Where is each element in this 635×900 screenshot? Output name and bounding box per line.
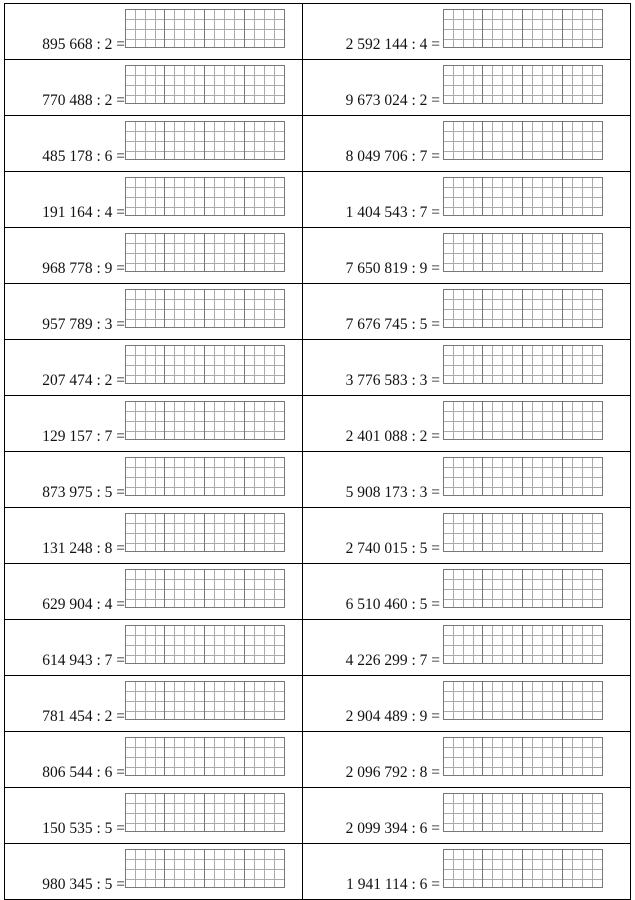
answer-grid-block[interactable] [205, 177, 245, 216]
answer-grid[interactable] [125, 569, 285, 608]
answer-grid-block[interactable] [523, 121, 563, 160]
answer-grid-block[interactable] [125, 177, 165, 216]
answer-grid[interactable] [443, 737, 603, 776]
answer-grid-block[interactable] [483, 681, 523, 720]
problem-cell-left [5, 844, 303, 900]
answer-grid-block[interactable] [563, 121, 603, 160]
problem-cell-left [5, 60, 303, 116]
answer-grid[interactable] [125, 737, 285, 776]
answer-grid-block[interactable] [443, 569, 483, 608]
problem-cell-left [5, 396, 303, 452]
answer-grid-block[interactable] [563, 65, 603, 104]
worksheet-row [5, 508, 631, 564]
answer-grid-block[interactable] [165, 401, 205, 440]
answer-grid[interactable] [125, 793, 285, 832]
answer-grid-block[interactable] [125, 849, 165, 888]
answer-grid-block[interactable] [205, 793, 245, 832]
problem-cell-left [5, 732, 303, 788]
problem-cell-right [303, 284, 631, 340]
answer-grid-block[interactable] [205, 233, 245, 272]
problem-cell-left [5, 116, 303, 172]
worksheet-row [5, 676, 631, 732]
problem-cell-left [5, 228, 303, 284]
answer-grid-block[interactable] [205, 289, 245, 328]
worksheet-row [5, 172, 631, 228]
division-expression: 2 096 792 : 8 = [345, 764, 440, 781]
answer-grid-block[interactable] [205, 737, 245, 776]
problem-cell-right [303, 116, 631, 172]
worksheet-row [5, 564, 631, 620]
answer-grid-block[interactable] [483, 177, 523, 216]
answer-grid-block[interactable] [245, 233, 285, 272]
answer-grid[interactable] [125, 681, 285, 720]
answer-grid[interactable] [125, 121, 285, 160]
problem-cell-left [5, 788, 303, 844]
problem-cell-right [303, 732, 631, 788]
answer-grid-block[interactable] [245, 177, 285, 216]
answer-grid-block[interactable] [443, 513, 483, 552]
division-expression: 2 401 088 : 2 = [345, 428, 440, 445]
division-expression: 614 943 : 7 = [42, 652, 125, 669]
answer-grid[interactable] [443, 401, 603, 440]
answer-grid-block[interactable] [245, 345, 285, 384]
problem-cell-right [303, 340, 631, 396]
problem-cell-left [5, 4, 303, 60]
answer-grid[interactable] [443, 233, 603, 272]
answer-grid-block[interactable] [563, 625, 603, 664]
answer-grid[interactable] [443, 793, 603, 832]
answer-grid[interactable] [125, 345, 285, 384]
answer-grid[interactable] [443, 457, 603, 496]
answer-grid[interactable] [443, 121, 603, 160]
answer-grid-block[interactable] [205, 345, 245, 384]
worksheet-row [5, 284, 631, 340]
answer-grid-block[interactable] [443, 849, 483, 888]
answer-grid-block[interactable] [523, 625, 563, 664]
division-expression: 131 248 : 8 = [42, 540, 125, 557]
problem-cell-right [303, 844, 631, 900]
division-expression: 629 904 : 4 = [42, 596, 125, 613]
problem-cell-left [5, 452, 303, 508]
answer-grid-block[interactable] [125, 401, 165, 440]
answer-grid-block[interactable] [443, 401, 483, 440]
answer-grid-block[interactable] [443, 457, 483, 496]
division-expression: 895 668 : 2 = [42, 36, 125, 53]
division-expression: 3 776 583 : 3 = [345, 372, 440, 389]
answer-grid-block[interactable] [523, 513, 563, 552]
answer-grid-block[interactable] [125, 121, 165, 160]
answer-grid-block[interactable] [443, 121, 483, 160]
answer-grid-block[interactable] [563, 793, 603, 832]
answer-grid-block[interactable] [245, 681, 285, 720]
answer-grid-block[interactable] [563, 345, 603, 384]
answer-grid-block[interactable] [563, 457, 603, 496]
worksheet-row [5, 452, 631, 508]
answer-grid-block[interactable] [483, 65, 523, 104]
answer-grid[interactable] [443, 177, 603, 216]
division-expression: 7 650 819 : 9 = [345, 260, 440, 277]
answer-grid-block[interactable] [483, 737, 523, 776]
answer-grid-block[interactable] [205, 457, 245, 496]
answer-grid-block[interactable] [165, 793, 205, 832]
answer-grid-block[interactable] [125, 9, 165, 48]
answer-grid-block[interactable] [483, 9, 523, 48]
answer-grid-block[interactable] [165, 65, 205, 104]
division-worksheet-table [4, 3, 631, 900]
answer-grid-block[interactable] [563, 177, 603, 216]
answer-grid-block[interactable] [165, 849, 205, 888]
problem-cell-right [303, 508, 631, 564]
problem-cell-right [303, 676, 631, 732]
answer-grid-block[interactable] [443, 177, 483, 216]
answer-grid-block[interactable] [443, 289, 483, 328]
answer-grid[interactable] [125, 9, 285, 48]
answer-grid-block[interactable] [205, 849, 245, 888]
answer-grid[interactable] [125, 177, 285, 216]
answer-grid-block[interactable] [125, 513, 165, 552]
problem-cell-left [5, 676, 303, 732]
answer-grid-block[interactable] [245, 289, 285, 328]
answer-grid[interactable] [125, 289, 285, 328]
answer-grid[interactable] [125, 401, 285, 440]
answer-grid-block[interactable] [523, 401, 563, 440]
problem-cell-right [303, 620, 631, 676]
problem-cell-left [5, 508, 303, 564]
division-expression: 806 544 : 6 = [42, 764, 125, 781]
answer-grid-block[interactable] [523, 569, 563, 608]
answer-grid-block[interactable] [443, 233, 483, 272]
answer-grid-block[interactable] [483, 233, 523, 272]
answer-grid[interactable] [443, 625, 603, 664]
answer-grid-block[interactable] [563, 737, 603, 776]
answer-grid[interactable] [443, 289, 603, 328]
answer-grid-block[interactable] [205, 513, 245, 552]
answer-grid-block[interactable] [205, 9, 245, 48]
answer-grid-block[interactable] [563, 849, 603, 888]
answer-grid-block[interactable] [245, 625, 285, 664]
answer-grid-block[interactable] [125, 625, 165, 664]
answer-grid-block[interactable] [483, 793, 523, 832]
problem-cell-right [303, 228, 631, 284]
answer-grid-block[interactable] [563, 513, 603, 552]
problem-cell-left [5, 284, 303, 340]
answer-grid-block[interactable] [523, 65, 563, 104]
division-expression: 191 164 : 4 = [42, 204, 125, 221]
division-expression: 5 908 173 : 3 = [345, 484, 440, 501]
division-expression: 957 789 : 3 = [42, 316, 125, 333]
worksheet-row [5, 60, 631, 116]
answer-grid-block[interactable] [563, 401, 603, 440]
problem-cell-left [5, 564, 303, 620]
answer-grid-block[interactable] [245, 793, 285, 832]
answer-grid-block[interactable] [483, 625, 523, 664]
division-expression: 8 049 706 : 7 = [345, 148, 440, 165]
answer-grid-block[interactable] [245, 569, 285, 608]
division-expression: 129 157 : 7 = [42, 428, 125, 445]
division-expression: 2 904 489 : 9 = [345, 708, 440, 725]
answer-grid[interactable] [443, 569, 603, 608]
answer-grid[interactable] [443, 65, 603, 104]
answer-grid-block[interactable] [205, 65, 245, 104]
division-expression: 4 226 299 : 7 = [345, 652, 440, 669]
problem-cell-right [303, 788, 631, 844]
division-expression: 207 474 : 2 = [42, 372, 125, 389]
answer-grid-block[interactable] [125, 65, 165, 104]
answer-grid-block[interactable] [165, 233, 205, 272]
worksheet-row [5, 340, 631, 396]
answer-grid-block[interactable] [165, 289, 205, 328]
division-expression: 9 673 024 : 2 = [345, 92, 440, 109]
problem-cell-left [5, 620, 303, 676]
division-expression: 485 178 : 6 = [42, 148, 125, 165]
answer-grid-block[interactable] [483, 457, 523, 496]
answer-grid-block[interactable] [563, 289, 603, 328]
answer-grid-block[interactable] [245, 9, 285, 48]
worksheet-row [5, 788, 631, 844]
answer-grid-block[interactable] [563, 233, 603, 272]
problem-cell-right [303, 396, 631, 452]
answer-grid-block[interactable] [245, 457, 285, 496]
answer-grid-block[interactable] [125, 793, 165, 832]
answer-grid-block[interactable] [483, 569, 523, 608]
answer-grid-block[interactable] [443, 681, 483, 720]
answer-grid-block[interactable] [483, 513, 523, 552]
division-expression: 7 676 745 : 5 = [345, 316, 440, 333]
answer-grid-block[interactable] [563, 9, 603, 48]
problem-cell-right [303, 4, 631, 60]
worksheet-row [5, 228, 631, 284]
problem-cell-left [5, 340, 303, 396]
division-expression: 1 941 114 : 6 = [346, 876, 440, 893]
problem-cell-right [303, 452, 631, 508]
worksheet-row [5, 620, 631, 676]
answer-grid-block[interactable] [205, 625, 245, 664]
answer-grid-block[interactable] [523, 345, 563, 384]
answer-grid-block[interactable] [523, 849, 563, 888]
answer-grid-block[interactable] [523, 793, 563, 832]
answer-grid-block[interactable] [483, 289, 523, 328]
answer-grid[interactable] [443, 681, 603, 720]
answer-grid-block[interactable] [165, 457, 205, 496]
answer-grid-block[interactable] [125, 681, 165, 720]
answer-grid-block[interactable] [523, 233, 563, 272]
division-expression: 150 535 : 5 = [42, 820, 125, 837]
division-expression: 2 099 394 : 6 = [345, 820, 440, 837]
division-expression: 781 454 : 2 = [42, 708, 125, 725]
answer-grid-block[interactable] [523, 9, 563, 48]
problem-cell-left [5, 172, 303, 228]
problem-cell-right [303, 564, 631, 620]
answer-grid-block[interactable] [205, 681, 245, 720]
answer-grid-block[interactable] [443, 625, 483, 664]
answer-grid-block[interactable] [205, 121, 245, 160]
answer-grid-block[interactable] [165, 625, 205, 664]
answer-grid-block[interactable] [245, 401, 285, 440]
answer-grid-block[interactable] [523, 177, 563, 216]
worksheet-row [5, 4, 631, 60]
answer-grid-block[interactable] [563, 681, 603, 720]
answer-grid-block[interactable] [245, 513, 285, 552]
answer-grid[interactable] [443, 9, 603, 48]
answer-grid-block[interactable] [165, 9, 205, 48]
answer-grid[interactable] [443, 513, 603, 552]
problem-cell-right [303, 172, 631, 228]
answer-grid-block[interactable] [443, 65, 483, 104]
answer-grid-block[interactable] [165, 345, 205, 384]
answer-grid-block[interactable] [245, 737, 285, 776]
answer-grid-block[interactable] [483, 401, 523, 440]
answer-grid-block[interactable] [125, 457, 165, 496]
division-expression: 2 592 144 : 4 = [345, 36, 440, 53]
worksheet-row [5, 844, 631, 900]
worksheet-row [5, 732, 631, 788]
answer-grid-block[interactable] [523, 737, 563, 776]
division-expression: 2 740 015 : 5 = [345, 540, 440, 557]
answer-grid-block[interactable] [443, 737, 483, 776]
answer-grid-block[interactable] [523, 681, 563, 720]
answer-grid-block[interactable] [523, 289, 563, 328]
answer-grid-block[interactable] [125, 345, 165, 384]
answer-grid-block[interactable] [483, 121, 523, 160]
answer-grid-block[interactable] [245, 121, 285, 160]
answer-grid-block[interactable] [165, 513, 205, 552]
answer-grid[interactable] [125, 625, 285, 664]
answer-grid[interactable] [443, 849, 603, 888]
answer-grid-block[interactable] [125, 289, 165, 328]
worksheet-row [5, 396, 631, 452]
answer-grid[interactable] [125, 65, 285, 104]
answer-grid[interactable] [443, 345, 603, 384]
answer-grid-block[interactable] [245, 849, 285, 888]
answer-grid-block[interactable] [483, 849, 523, 888]
answer-grid-block[interactable] [165, 569, 205, 608]
division-expression: 6 510 460 : 5 = [345, 596, 440, 613]
answer-grid-block[interactable] [563, 569, 603, 608]
answer-grid-block[interactable] [165, 737, 205, 776]
answer-grid-block[interactable] [523, 457, 563, 496]
answer-grid-block[interactable] [443, 345, 483, 384]
problem-cell-right [303, 60, 631, 116]
division-expression: 980 345 : 5 = [42, 876, 125, 893]
answer-grid-block[interactable] [125, 569, 165, 608]
answer-grid-block[interactable] [165, 681, 205, 720]
answer-grid-block[interactable] [125, 233, 165, 272]
answer-grid-block[interactable] [125, 737, 165, 776]
answer-grid[interactable] [125, 849, 285, 888]
answer-grid[interactable] [125, 233, 285, 272]
answer-grid-block[interactable] [483, 345, 523, 384]
answer-grid-block[interactable] [205, 569, 245, 608]
answer-grid-block[interactable] [245, 65, 285, 104]
division-expression: 873 975 : 5 = [42, 484, 125, 501]
answer-grid-block[interactable] [165, 177, 205, 216]
answer-grid[interactable] [125, 457, 285, 496]
answer-grid-block[interactable] [205, 401, 245, 440]
answer-grid-block[interactable] [165, 121, 205, 160]
worksheet-row [5, 116, 631, 172]
answer-grid[interactable] [125, 513, 285, 552]
answer-grid-block[interactable] [443, 9, 483, 48]
answer-grid-block[interactable] [443, 793, 483, 832]
division-expression: 1 404 543 : 7 = [345, 204, 440, 221]
division-expression: 770 488 : 2 = [42, 92, 125, 109]
division-expression: 968 778 : 9 = [42, 260, 125, 277]
